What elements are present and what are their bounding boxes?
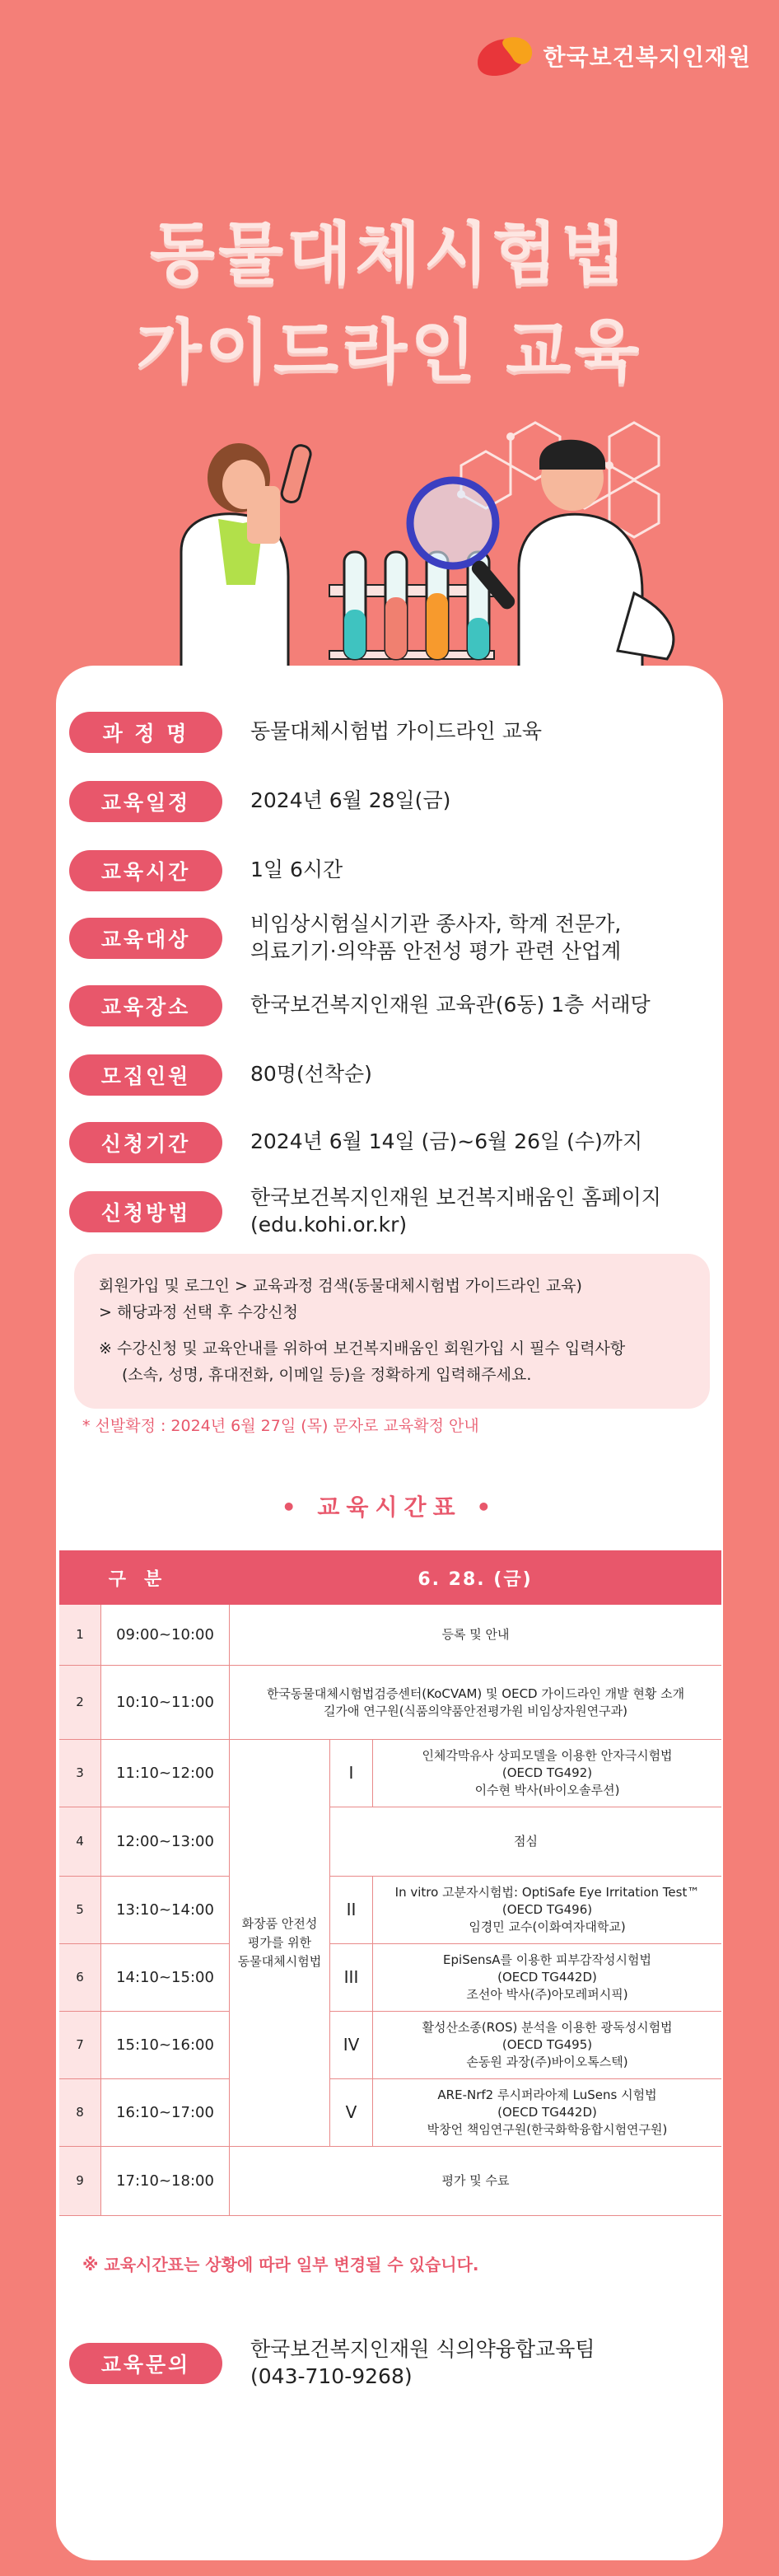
info-row-hours [69, 850, 343, 891]
info-row-course [69, 712, 542, 753]
session-content: EpiSensA를 이용한 피부감작성시험법 (OECD TG442D) 조선아 박사(주)아모레퍼시픽) [372, 1944, 721, 2012]
session-number: I [329, 1740, 372, 1807]
info-value: 2024년 6월 14일 (금)~6월 26일 (수)까지 [250, 1129, 643, 1153]
schedule-title: • 교육시간표 • [281, 1494, 498, 1521]
info-value: 80명(선착순) [250, 1062, 372, 1086]
row-number: 3 [59, 1740, 100, 1807]
schedule-table [59, 1550, 721, 2216]
header-category: 구분 [108, 1569, 180, 1590]
info-label: 교육장소 [69, 985, 222, 1026]
confirm-note: * 선발확정 : 2024년 6월 27일 (목) 문자로 교육확정 안내 [82, 1417, 479, 1435]
row-number: 1 [59, 1605, 100, 1666]
title-line-2: 가이드라인 교육 [136, 312, 643, 390]
session-content: 점심 [329, 1807, 721, 1877]
info-label: 교육일정 [69, 781, 222, 822]
session-number: III [329, 1944, 372, 2012]
row-time: 12:00~13:00 [100, 1807, 229, 1877]
row-number: 4 [59, 1807, 100, 1877]
info-value: 한국보건복지인재원 보건복지배움인 홈페이지 (edu.kohi.or.kr) [250, 1185, 661, 1237]
session-content: 한국동물대체시험법검증센터(KoCVAM) 및 OECD 가이드라인 개발 현황 소개 길가애 연구원(식품의약품안전평가원 비임상자원연구과) [229, 1666, 721, 1740]
info-value: 1일 6시간 [250, 858, 343, 881]
row-number: 6 [59, 1944, 100, 2012]
contact-value: 한국보건복지인재원 식의약융합교육팀 (043-710-9268) [250, 2337, 595, 2388]
row-time: 17:10~18:00 [100, 2147, 229, 2216]
row-number: 8 [59, 2079, 100, 2147]
group-label: 화장품 안전성 평가를 위한 동물대체시험법 [229, 1740, 329, 2147]
row-time: 11:10~12:00 [100, 1740, 229, 1807]
header-date: 6. 28. (금) [417, 1569, 533, 1590]
session-content: 활성산소종(ROS) 분석을 이용한 광독성시험법 (OECD TG495) 손동원 과장(주)바이오톡스텍) [372, 2012, 721, 2079]
page-title [0, 206, 779, 400]
contact-label: 교육문의 [69, 2343, 222, 2384]
schedule-footnote: ※ 교육시간표는 상황에 따라 일부 변경될 수 있습니다. [82, 2255, 479, 2274]
info-row-target [69, 912, 622, 965]
note-line: 회원가입 및 로그인 > 교육과정 검색(동물대체시험법 가이드라인 교육) [99, 1277, 582, 1295]
row-time: 09:00~10:00 [100, 1605, 229, 1666]
row-time: 14:10~15:00 [100, 1944, 229, 2012]
note-line: > 해당과정 선택 후 수강신청 [99, 1303, 298, 1321]
org-logo [474, 33, 751, 79]
info-label: 신청방법 [69, 1191, 222, 1232]
table-header [59, 1550, 721, 1605]
scientists-illustration [124, 387, 700, 684]
note-line: (소속, 성명, 휴대전화, 이메일 등)을 정확하게 입력해주세요. [122, 1366, 532, 1384]
session-content: ARE-Nrf2 루시퍼라아제 LuSens 시험법 (OECD TG442D) 박창언 책임연구원(한국화학융합시험연구원) [372, 2079, 721, 2147]
session-content: 인체각막유사 상피모델을 이용한 안자극시험법 (OECD TG492) 이수현 박사(바이오솔루션) [372, 1740, 721, 1807]
row-time: 13:10~14:00 [100, 1877, 229, 1944]
row-time: 15:10~16:00 [100, 2012, 229, 2079]
session-content: In vitro 고분자시험법: OptiSafe Eye Irritation Test™ (OECD TG496) 임경민 교수(이화여자대학교) [372, 1877, 721, 1944]
row-number: 7 [59, 2012, 100, 2079]
info-value: 한국보건복지인재원 교육관(6동) 1층 서래당 [250, 993, 651, 1017]
info-row-capacity [69, 1054, 372, 1096]
logo-mark-icon [474, 33, 535, 79]
info-label: 과 정 명 [69, 712, 222, 753]
session-number: V [329, 2079, 372, 2147]
signup-note [74, 1254, 710, 1409]
info-row-location [69, 985, 651, 1026]
note-line: ※ 수강신청 및 교육안내를 위하여 보건복지배움인 회원가입 시 필수 입력사항 [99, 1339, 626, 1358]
info-label: 교육시간 [69, 850, 222, 891]
session-number: IV [329, 2012, 372, 2079]
info-label: 교육대상 [69, 918, 222, 959]
session-content: 평가 및 수료 [229, 2147, 721, 2216]
info-row-method [69, 1185, 661, 1238]
info-label: 모집인원 [69, 1054, 222, 1096]
contact-row [69, 2337, 595, 2390]
info-value: 비임상시험실시기관 종사자, 학계 전문가, 의료기기·의약품 안전성 평가 관련 산업계 [250, 912, 622, 963]
title-line-1: 동물대체시험법 [149, 215, 630, 293]
row-number: 9 [59, 2147, 100, 2216]
session-content: 등록 및 안내 [229, 1605, 721, 1666]
row-time: 10:10~11:00 [100, 1666, 229, 1740]
info-value: 2024년 6월 28일(금) [250, 788, 451, 812]
info-row-date [69, 781, 450, 822]
session-number: II [329, 1877, 372, 1944]
row-number: 5 [59, 1877, 100, 1944]
info-row-period [69, 1122, 642, 1163]
org-name: 한국보건복지인재원 [543, 44, 751, 71]
info-label: 신청기간 [69, 1122, 222, 1163]
row-time: 16:10~17:00 [100, 2079, 229, 2147]
info-value: 동물대체시험법 가이드라인 교육 [250, 719, 542, 743]
row-number: 2 [59, 1666, 100, 1740]
